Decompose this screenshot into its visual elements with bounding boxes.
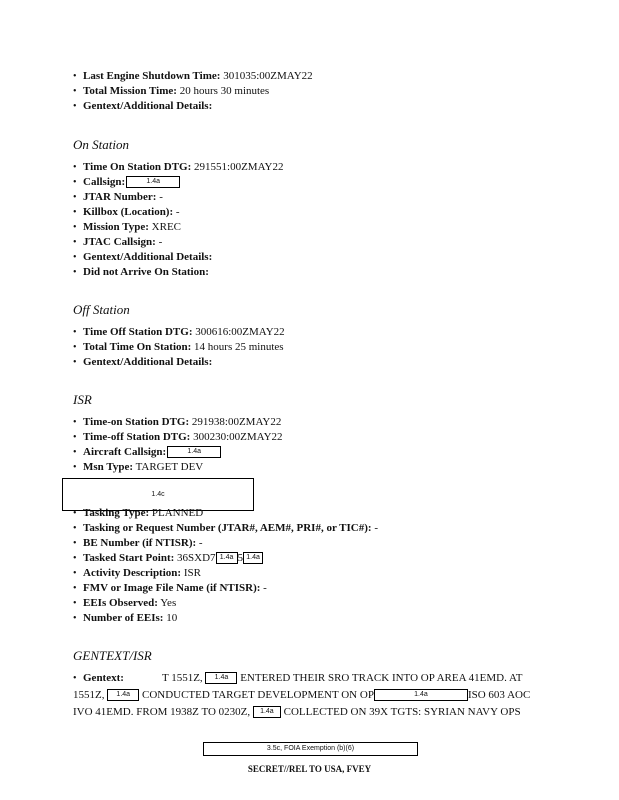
item-value: 36SXD7 — [174, 552, 216, 564]
item-value: PLANNED — [149, 507, 204, 519]
list-item — [73, 566, 378, 581]
bullet-icon: • — [73, 342, 77, 353]
item-label: Gentext/Additional Details: — [83, 100, 213, 112]
section-title-isr: ISR — [73, 392, 92, 407]
list-item — [73, 415, 283, 430]
item-value: - — [155, 236, 163, 248]
item-label: Mission Type: — [83, 221, 149, 233]
bullet-icon: • — [73, 327, 77, 338]
list-item — [73, 611, 378, 626]
bullet-icon: • — [73, 177, 77, 188]
item-label: EEIs Observed: — [83, 597, 158, 609]
list-item — [73, 581, 378, 596]
bullet-icon: • — [73, 598, 77, 609]
mission-summary-list — [73, 69, 313, 114]
list-item — [73, 460, 283, 475]
redaction-box: 1.4a — [167, 446, 221, 458]
bullet-icon: • — [73, 222, 77, 233]
item-value: 300230:00ZMAY22 — [190, 431, 283, 443]
item-value: ISR — [181, 567, 201, 579]
section-title-off-station: Off Station — [73, 302, 130, 317]
on-station-list — [73, 160, 283, 280]
redaction-box: 1.4a — [126, 176, 180, 188]
item-label: Total Time On Station: — [83, 341, 192, 353]
bullet-icon: • — [73, 71, 77, 82]
bullet-icon: • — [73, 583, 77, 594]
list-item — [73, 340, 285, 355]
gentext-line-1: • Gentext: T 1551Z, 1.4a ENTERED THEIR SRO TRACK INTO OP AREA 41EMD. AT — [73, 670, 553, 687]
bullet-icon: • — [73, 207, 77, 218]
item-label: Msn Type: — [83, 461, 134, 473]
item-value: 10 — [163, 612, 178, 624]
item-label: Time-off Station DTG: — [83, 431, 191, 443]
item-label: BE Number (if NTISR): — [83, 537, 197, 549]
item-label: Tasked Start Point: — [83, 552, 175, 564]
bullet-icon: • — [73, 252, 77, 263]
bullet-icon: • — [73, 432, 77, 443]
isr-list-bottom — [73, 506, 378, 626]
bullet-icon: • — [73, 86, 77, 97]
redaction-box: 1.4a — [374, 689, 468, 701]
item-value: 301035:00ZMAY22 — [220, 70, 313, 82]
item-label: Last Engine Shutdown Time: — [83, 70, 221, 82]
item-label: Killbox (Location): — [83, 206, 174, 218]
bullet-icon: • — [73, 523, 77, 534]
list-item — [73, 355, 285, 370]
item-value: TARGET DEV — [133, 461, 204, 473]
item-label: Did not Arrive On Station: — [83, 266, 209, 278]
list-item — [73, 205, 283, 220]
item-value: - — [371, 522, 378, 534]
bullet-icon: • — [73, 192, 77, 203]
item-value: - — [260, 582, 267, 594]
bullet-icon: • — [73, 553, 77, 564]
item-value: 291551:00ZMAY22 — [191, 161, 284, 173]
list-item — [73, 84, 313, 99]
list-item — [73, 175, 283, 190]
item-value: - — [156, 191, 163, 203]
section-title-gentext-isr: GENTEXT/ISR — [73, 648, 152, 663]
redaction-block: 1.4c — [62, 478, 254, 511]
item-label: FMV or Image File Name (if NTISR): — [83, 582, 261, 594]
item-value: - — [173, 206, 180, 218]
list-item — [73, 325, 285, 340]
bullet-icon: • — [73, 357, 77, 368]
bullet-icon: • — [73, 673, 77, 684]
redaction-box: 1.4a — [107, 689, 139, 701]
gentext-line-3: IVO 41EMD. FROM 1938Z TO 0230Z, 1.4a COLLECTED ON 39X TGTS: SYRIAN NAVY OPS — [73, 706, 521, 718]
list-item — [73, 220, 283, 235]
list-item — [73, 69, 313, 84]
list-item — [73, 265, 283, 280]
list-item — [73, 190, 283, 205]
classification-marking: SECRET//REL TO USA, FVEY — [247, 764, 372, 774]
bullet-icon: • — [73, 237, 77, 248]
list-item — [73, 160, 283, 175]
item-label: Activity Description: — [83, 567, 182, 579]
item-label: Number of EEIs: — [83, 612, 164, 624]
bullet-icon: • — [73, 162, 77, 173]
bullet-icon: • — [73, 613, 77, 624]
section-title-on-station: On Station — [73, 137, 129, 152]
list-item — [73, 445, 283, 460]
item-label: JTAC Callsign: — [83, 236, 156, 248]
bullet-icon: • — [73, 447, 77, 458]
item-label: Tasking Type: — [83, 507, 150, 519]
item-label: Tasking or Request Number (JTAR#, AEM#, PRI#, or TIC#): — [83, 522, 372, 534]
item-value: 20 hours 30 minutes — [176, 85, 270, 97]
item-value: - — [196, 537, 203, 549]
bullet-icon: • — [73, 538, 77, 549]
redaction-box: 1.4a — [216, 552, 238, 564]
bullet-icon: • — [73, 267, 77, 278]
item-label: Gentext/Additional Details: — [83, 251, 213, 263]
item-value: Yes — [157, 597, 177, 609]
isr-list-top — [73, 415, 283, 475]
list-item — [73, 235, 283, 250]
list-item — [73, 521, 378, 536]
item-label: Total Mission Time: — [83, 85, 177, 97]
list-item — [73, 596, 378, 611]
bullet-icon: • — [73, 417, 77, 428]
item-value: 300616:00ZMAY22 — [192, 326, 285, 338]
item-value: 291938:00ZMAY22 — [189, 416, 282, 428]
off-station-list — [73, 325, 285, 370]
redaction-box: 1.4a — [253, 706, 281, 718]
foia-exemption-box: 3.5c, FOIA Exemption (b)(6) — [203, 742, 418, 756]
list-item — [73, 430, 283, 445]
gentext-line-2: 1551Z, 1.4a CONDUCTED TARGET DEVELOPMENT ON OP 1.4a ISO 603 AOC — [73, 689, 531, 701]
item-label: Callsign: — [83, 176, 126, 188]
redaction-box: 1.4a — [205, 672, 237, 684]
list-item — [73, 551, 378, 566]
list-item — [73, 536, 378, 551]
item-value-fragment: 5 — [237, 552, 244, 564]
item-label: Time On Station DTG: — [83, 161, 192, 173]
item-label: Time-on Station DTG: — [83, 416, 190, 428]
item-value: XREC — [148, 221, 182, 233]
list-item — [73, 250, 283, 265]
bullet-icon: • — [73, 101, 77, 112]
gentext-paragraph — [73, 670, 553, 721]
item-value: 14 hours 25 minutes — [191, 341, 284, 353]
bullet-icon: • — [73, 508, 77, 519]
item-label: Aircraft Callsign: — [83, 446, 167, 458]
item-label: Time Off Station DTG: — [83, 326, 193, 338]
bullet-icon: • — [73, 462, 77, 473]
bullet-icon: • — [73, 568, 77, 579]
gentext-label: Gentext: — [83, 672, 124, 684]
item-label: JTAR Number: — [83, 191, 157, 203]
list-item — [73, 99, 313, 114]
redaction-box: 1.4a — [243, 552, 263, 564]
item-label: Gentext/Additional Details: — [83, 356, 213, 368]
list-item — [73, 506, 378, 521]
